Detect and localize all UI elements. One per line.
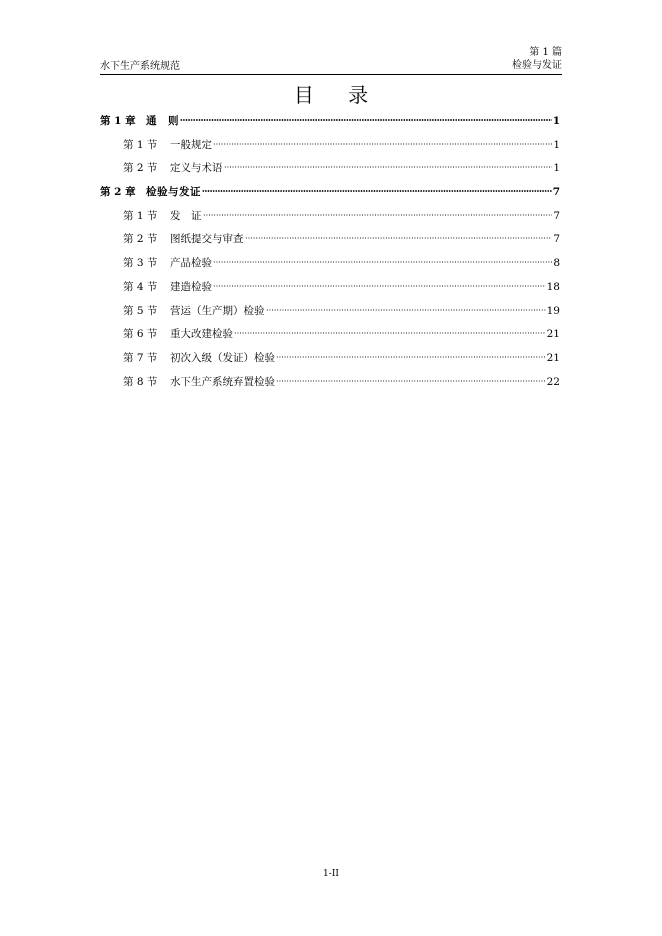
toc-entry-title: 发 证 (170, 209, 202, 222)
toc-chapter-2[interactable] (100, 181, 560, 205)
toc-section-2-5[interactable] (100, 300, 560, 324)
toc-entry-number: 第 5 节 (123, 304, 158, 317)
dot-leader (203, 214, 553, 216)
toc-entry-title: 通 则 (146, 115, 179, 127)
header-part-title: 检验与发证 (512, 60, 562, 71)
toc-entry-page: 19 (546, 304, 560, 317)
toc-entry-page: 8 (553, 257, 560, 270)
toc-entry-page: 7 (552, 186, 560, 199)
toc-entry-title: 定义与术语 (170, 162, 223, 175)
dot-leader (234, 332, 546, 334)
toc-entry-title: 水下生产系统弃置检验 (170, 375, 275, 388)
toc-entry-page: 7 (553, 209, 560, 222)
dot-leader (202, 190, 552, 192)
dot-leader (180, 119, 552, 121)
toc-heading: 目 录 (293, 83, 383, 107)
toc-section-2-7[interactable] (100, 347, 560, 371)
toc-entry-number: 第 2 节 (123, 162, 158, 175)
toc-section-2-4[interactable] (100, 276, 560, 300)
toc-entry-page: 7 (553, 233, 560, 246)
page-number: 1-II (323, 869, 339, 879)
toc-chapter-1[interactable] (100, 110, 560, 134)
toc-entry-page: 22 (546, 375, 560, 388)
dot-leader (213, 261, 552, 263)
toc-entry-page: 1 (553, 162, 560, 175)
toc-section-1-2[interactable] (100, 157, 560, 181)
toc-entry-title: 产品检验 (170, 257, 212, 270)
dot-leader (276, 380, 546, 382)
toc-entry-number: 第 2 章 (100, 186, 136, 199)
dot-leader (213, 143, 552, 145)
dot-leader (213, 285, 546, 287)
toc-entry-page: 18 (546, 280, 560, 293)
toc-entry-title: 图纸提交与审查 (170, 233, 244, 246)
toc-entry-page: 1 (553, 138, 560, 151)
toc-section-2-6[interactable] (100, 323, 560, 347)
toc-entry-page: 21 (546, 328, 560, 341)
toc-entry-title: 检验与发证 (146, 186, 201, 199)
toc-entry-number: 第 7 节 (123, 351, 158, 364)
toc-entry-number: 第 1 章 (100, 115, 136, 127)
page-header (100, 46, 562, 75)
toc-entry-number: 第 1 节 (123, 138, 158, 151)
header-part-info (512, 46, 562, 72)
toc-entry-number: 第 3 节 (123, 257, 158, 270)
toc-entry-number: 第 8 节 (123, 375, 158, 388)
toc-entry-number: 第 1 节 (123, 209, 158, 222)
toc-entry-number: 第 2 节 (123, 233, 158, 246)
header-part-number: 第 1 篇 (529, 47, 562, 58)
toc-section-1-1[interactable] (100, 134, 560, 158)
toc-entry-number: 第 4 节 (123, 280, 158, 293)
toc-section-2-1[interactable] (100, 205, 560, 229)
dot-leader (224, 166, 553, 168)
toc-section-2-2[interactable] (100, 228, 560, 252)
dot-leader (276, 356, 546, 358)
dot-leader (266, 309, 546, 311)
toc-entry-title: 初次入级（发证）检验 (170, 351, 275, 364)
dot-leader (245, 237, 553, 239)
toc-section-2-3[interactable] (100, 252, 560, 276)
toc-entry-title: 重大改建检验 (170, 328, 233, 341)
toc-entry-title: 建造检验 (170, 280, 212, 293)
toc-entry-title: 营运（生产期）检验 (170, 304, 265, 317)
toc-entry-number: 第 6 节 (123, 328, 158, 341)
table-of-contents (100, 110, 560, 394)
header-document-title: 水下生产系统规范 (100, 61, 180, 72)
toc-entry-title: 一般规定 (170, 138, 212, 151)
toc-entry-page: 1 (552, 115, 560, 127)
toc-section-2-8[interactable] (100, 371, 560, 395)
toc-entry-page: 21 (546, 351, 560, 364)
